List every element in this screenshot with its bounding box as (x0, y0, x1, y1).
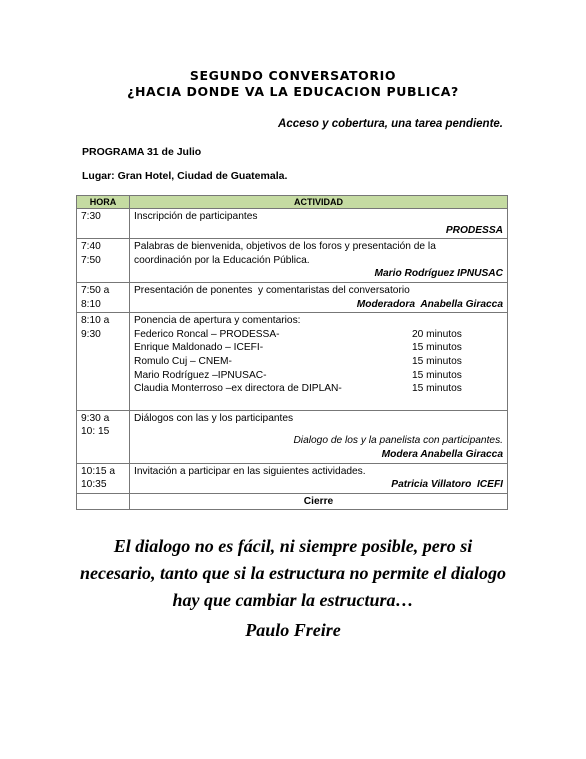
activity-note: Dialogo de los y la panelista con participantes. (293, 435, 503, 447)
table-row (77, 239, 508, 283)
cierre-label: Cierre (130, 493, 508, 510)
activity-responsible: Patricia Villatoro ICEFI (391, 479, 503, 491)
row-time-empty (77, 493, 130, 510)
row-activity (130, 410, 508, 463)
activity-text: Inscripción de participantes (134, 211, 258, 222)
speaker-line (134, 328, 503, 342)
venue: Lugar: Gran Hotel, Ciudad de Guatemala. (82, 170, 288, 182)
speaker-name: Claudia Monterroso –ex directora de DIPLAN- (134, 383, 342, 395)
table-row (77, 209, 508, 239)
row-time: 10:15 a 10:35 (77, 463, 130, 493)
activity-responsible: PRODESSA (445, 224, 503, 236)
speaker-line (134, 369, 503, 383)
title-line-2: ¿HACIA DONDE VA LA EDUCACION PUBLICA? (127, 84, 459, 99)
speaker-duration: 15 minutos (412, 383, 462, 395)
activity-text: Ponencia de apertura y comentarios: (134, 315, 301, 327)
row-activity (130, 209, 508, 239)
table-row (77, 410, 508, 463)
table-row-cierre (77, 493, 508, 510)
speaker-name: Mario Rodríguez –IPNUSAC- (134, 369, 267, 381)
row-time: 8:10 a 9:30 (77, 313, 130, 411)
table-row (77, 282, 508, 312)
row-time: 7:50 a 8:10 (77, 282, 130, 312)
speaker-name: Federico Roncal – PRODESSA- (134, 328, 280, 340)
row-activity (130, 463, 508, 493)
table-header-row (77, 196, 508, 209)
row-time: 7:30 (77, 209, 130, 239)
speaker-duration: 15 minutos (412, 355, 462, 367)
freire-quote: El dialogo no es fácil, ni siempre posible, pero si necesario, tanto que si la estructura no permite el dialogo hay que cambiar la estructura… (80, 536, 507, 610)
speaker-name: Romulo Cuj – CNEM- (134, 355, 232, 367)
speaker-duration: 15 minutos (412, 342, 462, 354)
program-table (76, 195, 508, 510)
activity-responsible: Moderadora Anabella Giracca (356, 298, 503, 310)
activity-text: Palabras de bienvenida, objetivos de los foros y presentación de la coordinación por la Educación Pública. (134, 241, 436, 266)
speaker-line (134, 341, 503, 355)
speaker-line (134, 355, 503, 369)
row-activity (130, 282, 508, 312)
header-hora: HORA (77, 196, 130, 209)
row-time: 9:30 a 10: 15 (77, 410, 130, 463)
header-actividad: ACTIVIDAD (130, 196, 508, 209)
table-row (77, 313, 508, 411)
quote-author: Paulo Freire (245, 620, 341, 640)
speaker-name: Enrique Maldonado – ICEFI- (134, 342, 264, 354)
speaker-line (134, 382, 503, 396)
subtitle: Acceso y cobertura, una tarea pendiente. (278, 118, 503, 130)
row-activity (130, 239, 508, 283)
row-time: 7:40 7:50 (77, 239, 130, 283)
speaker-duration: 15 minutos (412, 369, 462, 381)
activity-responsible: Mario Rodríguez IPNUSAC (374, 268, 503, 280)
row-activity (130, 313, 508, 411)
table-row (77, 463, 508, 493)
programa-date: PROGRAMA 31 de Julio (82, 146, 202, 158)
activity-text: Diálogos con las y los participantes (134, 412, 294, 424)
activity-text: Presentación de ponentes y comentaristas del conversatorio (134, 284, 410, 296)
activity-text: Invitación a participar en las siguientes actividades. (134, 465, 366, 477)
speaker-duration: 20 minutos (412, 328, 462, 340)
title-line-1: SEGUNDO CONVERSATORIO (189, 68, 397, 83)
activity-responsible: Modera Anabella Giracca (381, 448, 503, 460)
